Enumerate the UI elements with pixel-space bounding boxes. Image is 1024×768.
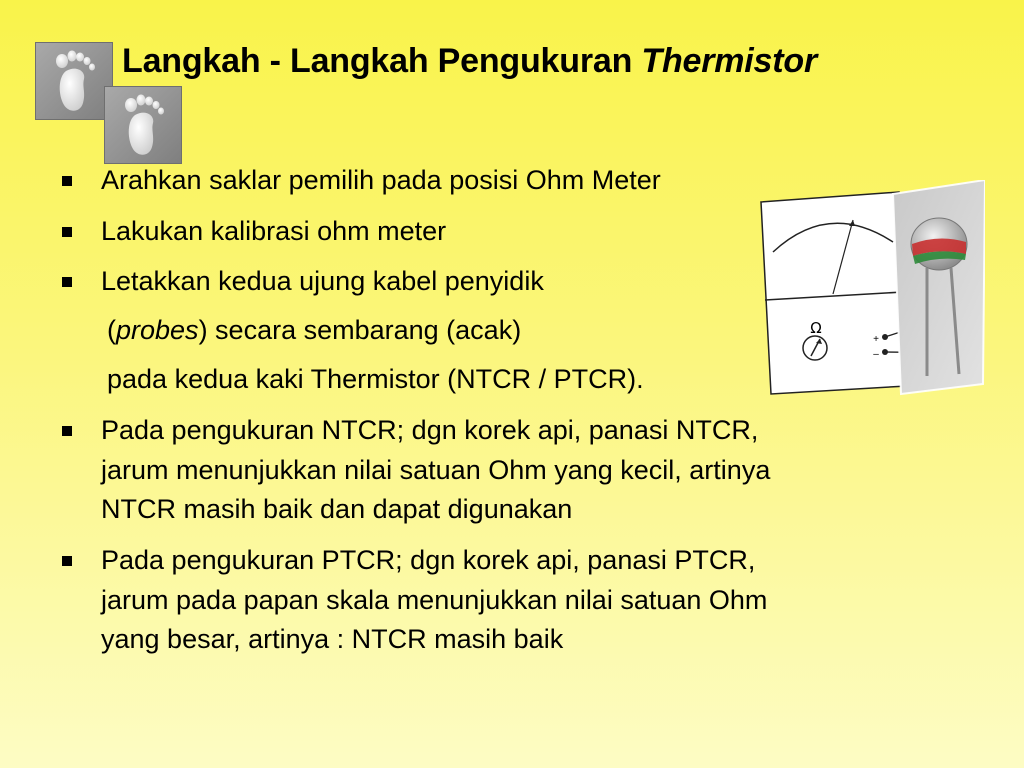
continuation-text: ) secara sembarang (acak) [198,315,522,345]
footprint-icon [35,42,113,120]
bullet-marker [62,176,72,186]
list-item-text: Letakkan kedua ujung kabel penyidik [101,266,544,296]
ohm-meter-illustration [761,192,907,394]
bullet-marker [62,556,72,566]
minus-sign: – [873,349,879,360]
bullet-marker [62,277,72,287]
continuation-text: pada kedua kaki Thermistor (NTCR / PTCR). [107,364,644,394]
paren-open: ( [107,315,116,345]
ohm-meter-thermistor-figure [759,180,985,396]
list-item-text: NTCR masih baik dan dapat digunakan [101,494,573,524]
ohm-symbol: Ω [810,319,822,337]
list-item-text: jarum menunjukkan nilai satuan Ohm yang kecil, artinya [101,455,771,485]
bullet-marker [62,227,72,237]
footprint-icon [104,86,182,164]
title-emphasis: Thermistor [641,42,817,80]
list-item-text: Pada pengukuran NTCR; dgn korek api, panasi NTCR, [101,415,759,445]
list-item-text: Pada pengukuran PTCR; dgn korek api, panasi PTCR, [101,545,756,575]
plus-sign: + [873,334,879,345]
bullet-marker [62,426,72,436]
probes-term: probes [116,315,199,345]
list-item-text: jarum pada papan skala menunjukkan nilai satuan Ohm [101,585,768,615]
list-item-text: yang besar, artinya : NTCR masih baik [101,624,564,654]
slide-title [122,42,817,81]
list-item-text: Arahkan saklar pemilih pada posisi Ohm Meter [101,165,661,195]
list-item-text: Lakukan kalibrasi ohm meter [101,216,447,246]
title-text: Langkah - Langkah Pengukuran [122,42,642,80]
thermistor-photo [893,180,985,394]
